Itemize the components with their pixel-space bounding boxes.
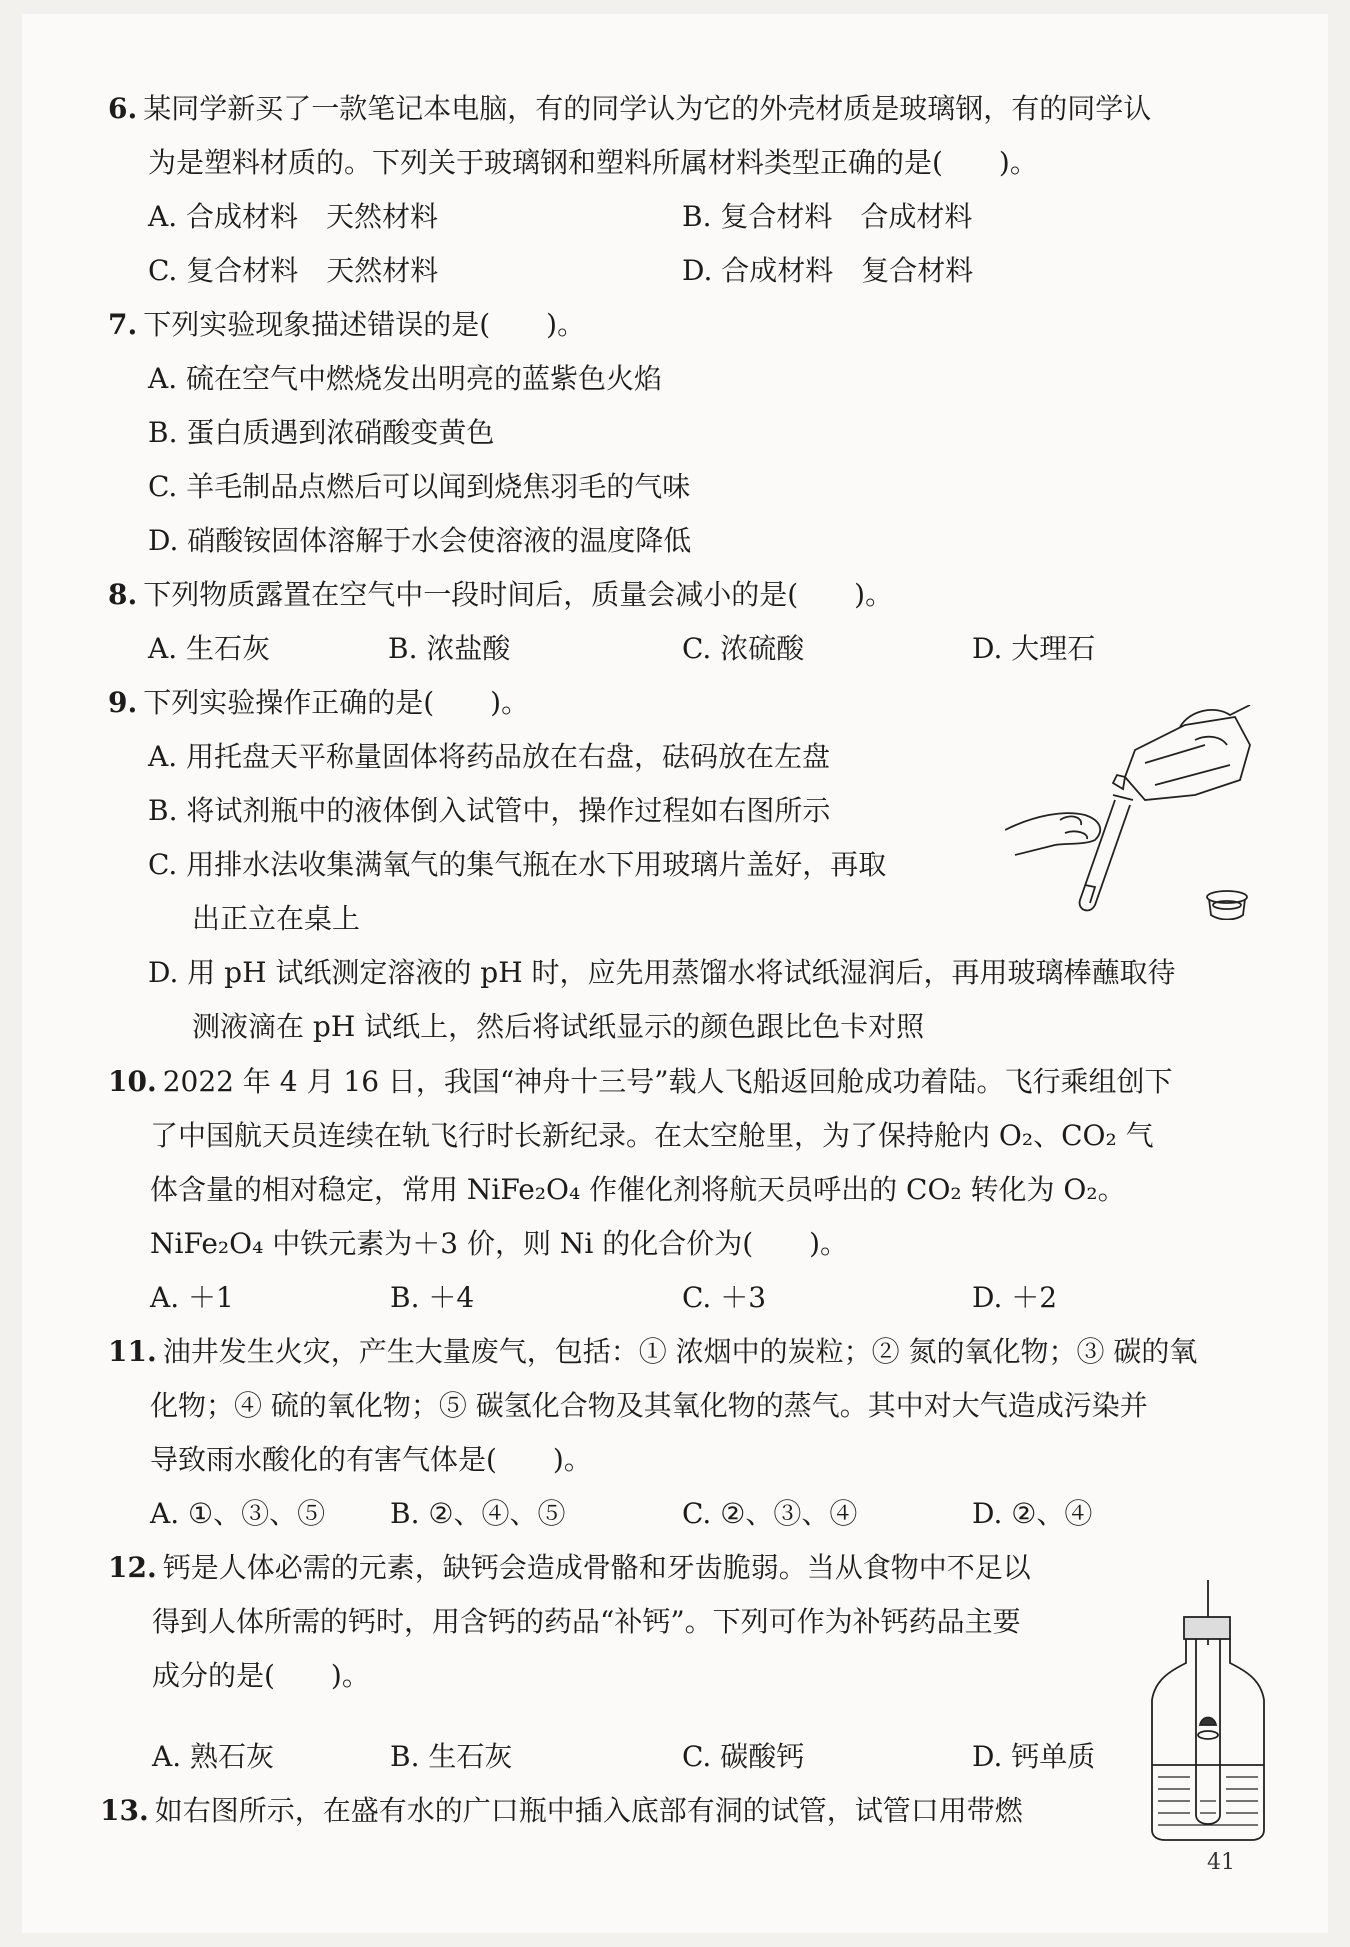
- question-8-stem: [108, 568, 893, 622]
- question-7-number: 7.: [108, 308, 138, 341]
- question-13-text-1: 如右图所示，在盛有水的广口瓶中插入底部有洞的试管，试管口用带燃: [154, 1794, 1023, 1827]
- question-9-option-c-cont: 出正立在桌上: [192, 902, 361, 935]
- question-9-number: 9.: [108, 686, 138, 719]
- question-8-option-a[interactable]: A. 生石灰: [148, 632, 271, 665]
- question-12-option-b[interactable]: B. 生石灰: [390, 1740, 513, 1773]
- question-7-option-d[interactable]: D. 硝酸铵固体溶解于水会使溶液的温度降低: [148, 524, 692, 557]
- question-6-line-2: 为是塑料材质的。下列关于玻璃钢和塑料所属材料类型正确的是( )。: [148, 146, 1038, 179]
- question-9-text: 下列实验操作正确的是( )。: [143, 686, 530, 719]
- question-10-text-1: 2022 年 4 月 16 日，我国“神舟十三号”载人飞船返回舱成功着陆。飞行乘组创下: [162, 1065, 1173, 1098]
- question-7-text: 下列实验现象描述错误的是( )。: [143, 308, 586, 341]
- question-12-number: 12.: [108, 1551, 157, 1584]
- question-10-number: 10.: [108, 1065, 157, 1098]
- question-6-line-1: [108, 82, 1151, 136]
- question-11-option-d[interactable]: D. ②、④: [972, 1497, 1093, 1530]
- question-10-option-d[interactable]: D. ＋2: [972, 1281, 1058, 1314]
- question-9-option-d[interactable]: D. 用 pH 试纸测定溶液的 pH 时，应先用蒸馏水将试纸湿润后，再用玻璃棒蘸取待: [148, 956, 1176, 989]
- question-9-option-c[interactable]: C. 用排水法收集满氧气的集气瓶在水下用玻璃片盖好，再取: [148, 848, 887, 881]
- question-8-option-b[interactable]: B. 浓盐酸: [388, 632, 511, 665]
- question-11-option-c[interactable]: C. ②、③、④: [682, 1497, 858, 1530]
- question-9-stem: [108, 676, 529, 730]
- question-7-option-c[interactable]: C. 羊毛制品点燃后可以闻到烧焦羽毛的气味: [148, 470, 691, 503]
- question-8-number: 8.: [108, 578, 138, 611]
- question-7-stem: [108, 298, 585, 352]
- question-12-option-a[interactable]: A. 熟石灰: [152, 1740, 275, 1773]
- question-7-option-a[interactable]: A. 硫在空气中燃烧发出明亮的蓝紫色火焰: [148, 362, 663, 395]
- wide-mouth-bottle-figure: [1140, 1575, 1275, 1845]
- question-6-option-c[interactable]: C. 复合材料 天然材料: [148, 254, 439, 287]
- question-9-option-d-cont: 测液滴在 pH 试纸上，然后将试纸显示的颜色跟比色卡对照: [192, 1010, 925, 1043]
- question-8-option-d[interactable]: D. 大理石: [972, 632, 1096, 665]
- question-12-line-3: 成分的是( )。: [152, 1659, 370, 1692]
- question-8-text: 下列物质露置在空气中一段时间后，质量会减小的是( )。: [143, 578, 894, 611]
- question-11-line-1: [108, 1325, 1197, 1379]
- question-11-option-a[interactable]: A. ①、③、⑤: [150, 1497, 326, 1530]
- question-11-line-2: 化物；④ 硫的氧化物；⑤ 碳氢化合物及其氧化物的蒸气。其中对大气造成污染并: [150, 1389, 1148, 1422]
- question-11-text-1: 油井发生火灾，产生大量废气，包括：① 浓烟中的炭粒；② 氮的氧化物；③ 碳的氧: [162, 1335, 1198, 1368]
- question-6-option-d[interactable]: D. 合成材料 复合材料: [682, 254, 974, 287]
- pouring-liquid-figure: [1005, 705, 1265, 920]
- question-11-number: 11.: [108, 1335, 157, 1368]
- question-12-text-1: 钙是人体必需的元素，缺钙会造成骨骼和牙齿脆弱。当从食物中不足以: [162, 1551, 1031, 1584]
- question-10-option-c[interactable]: C. ＋3: [682, 1281, 767, 1314]
- question-10-line-2: 了中国航天员连续在轨飞行时长新纪录。在太空舱里，为了保持舱内 O₂、CO₂ 气: [150, 1119, 1154, 1152]
- question-13-number: 13.: [100, 1794, 149, 1827]
- question-6-option-b[interactable]: B. 复合材料 合成材料: [682, 200, 973, 233]
- question-10-option-a[interactable]: A. ＋1: [150, 1281, 234, 1314]
- question-11-line-3: 导致雨水酸化的有害气体是( )。: [150, 1443, 592, 1476]
- question-12-option-d[interactable]: D. 钙单质: [972, 1740, 1096, 1773]
- question-6-text-1: 某同学新买了一款笔记本电脑，有的同学认为它的外壳材质是玻璃钢，有的同学认: [143, 92, 1152, 125]
- question-10-line-3: 体含量的相对稳定，常用 NiFe₂O₄ 作催化剂将航天员呼出的 CO₂ 转化为 O₂。: [150, 1173, 1126, 1206]
- question-12-line-2: 得到人体所需的钙时，用含钙的药品“补钙”。下列可作为补钙药品主要: [152, 1605, 1021, 1638]
- question-10-line-1: [108, 1055, 1173, 1109]
- question-12-option-c[interactable]: C. 碳酸钙: [682, 1740, 805, 1773]
- question-6-option-a[interactable]: A. 合成材料 天然材料: [148, 200, 439, 233]
- question-7-option-b[interactable]: B. 蛋白质遇到浓硝酸变黄色: [148, 416, 495, 449]
- page-number: 41: [1207, 1850, 1235, 1875]
- question-13-line-1: [100, 1784, 1023, 1838]
- question-10-option-b[interactable]: B. ＋4: [390, 1281, 475, 1314]
- question-8-option-c[interactable]: C. 浓硫酸: [682, 632, 805, 665]
- question-9-option-b[interactable]: B. 将试剂瓶中的液体倒入试管中，操作过程如右图所示: [148, 794, 831, 827]
- question-11-option-b[interactable]: B. ②、④、⑤: [390, 1497, 566, 1530]
- question-9-option-a[interactable]: A. 用托盘天平称量固体将药品放在右盘，砝码放在左盘: [148, 740, 831, 773]
- question-12-line-1: [108, 1541, 1031, 1595]
- question-6-number: 6.: [108, 92, 138, 125]
- question-10-line-4: NiFe₂O₄ 中铁元素为＋3 价，则 Ni 的化合价为( )。: [150, 1227, 849, 1260]
